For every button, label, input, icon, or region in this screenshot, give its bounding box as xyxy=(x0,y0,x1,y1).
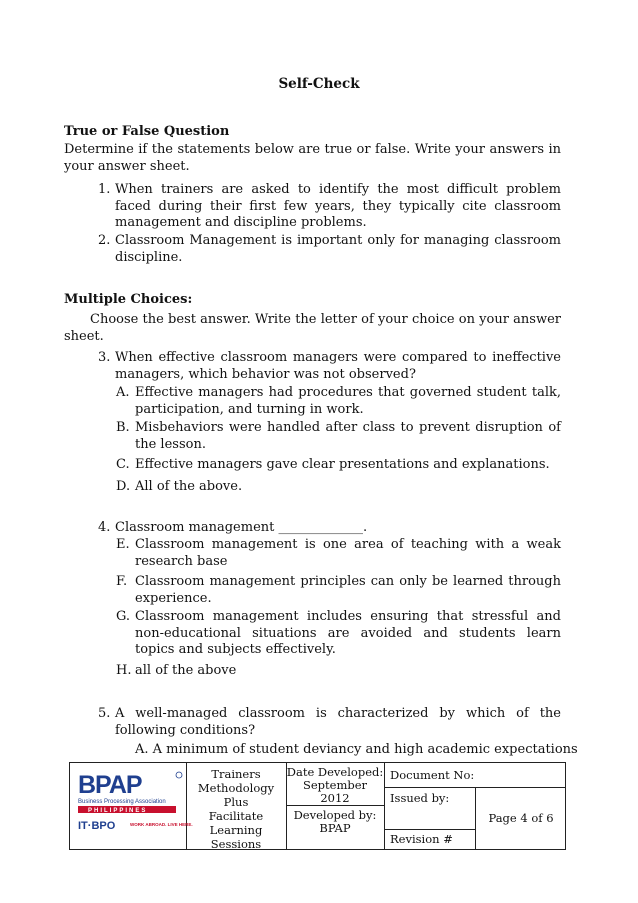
date-developed-year: 2012 xyxy=(320,791,350,805)
question-item xyxy=(98,233,561,266)
option-text: Classroom management principles can only be learned through experience. xyxy=(135,574,561,606)
page-number: Page 4 of 6 xyxy=(488,811,554,825)
question-number: 1. xyxy=(98,182,111,197)
option-text: Effective managers had procedures that governed student talk, participation, and turning in work. xyxy=(135,385,561,417)
option-letter: B. xyxy=(116,420,130,435)
logo-it-bpo: IT·BPO xyxy=(78,820,116,832)
answer-option xyxy=(116,479,561,496)
question-text: When effective classroom managers were compared to ineffective managers, which behavior was not observed? xyxy=(115,350,561,382)
section-heading-multiple-choice: Multiple Choices: xyxy=(64,292,193,307)
document-footer-table xyxy=(69,762,566,850)
section-instructions-true-false: Determine if the statements below are true or false. Write your answers in your answer sheet. xyxy=(64,142,561,174)
option-text: Effective managers gave clear presentations and explanations. xyxy=(135,457,550,472)
question-text: Classroom management _____________. xyxy=(115,520,368,535)
answer-option xyxy=(116,609,561,659)
option-letter: H. xyxy=(116,663,132,678)
developed-by xyxy=(286,809,384,835)
revision-label: Revision # xyxy=(390,832,453,846)
question-item xyxy=(98,520,561,537)
option-letter: D. xyxy=(116,479,131,494)
page-title: Self-Check xyxy=(278,76,360,92)
logo-main-text: BPAP xyxy=(78,771,142,799)
option-text: Classroom management includes ensuring that stressful and non-educational situations are avoided and students learn topics and subjects effectively. xyxy=(135,609,561,657)
option-text: All of the above. xyxy=(135,479,243,494)
issued-by-label: Issued by: xyxy=(390,791,450,805)
bpap-logo-graphic xyxy=(76,769,193,841)
option-text: Misbehaviors were handled after class to prevent disruption of the lesson. xyxy=(135,420,561,452)
question-number: 3. xyxy=(98,350,111,365)
answer-option: A. A minimum of student deviancy and high academic expectations xyxy=(135,742,578,757)
answer-option xyxy=(116,420,561,453)
option-letter: G. xyxy=(116,609,131,624)
answer-option xyxy=(116,663,561,680)
logo-subtitle: Business Processing Association xyxy=(78,799,166,805)
question-number: 4. xyxy=(98,520,111,535)
developed-by-label: Developed by: xyxy=(293,808,377,822)
option-text: all of the above xyxy=(135,663,237,678)
question-item xyxy=(98,706,561,739)
answer-option xyxy=(116,574,561,607)
question-text: When trainers are asked to identify the most difficult problem faced during their first few years, they typically cite classroom management and discipline problems. xyxy=(115,182,561,230)
answer-option xyxy=(116,457,561,474)
option-letter: E. xyxy=(116,537,130,552)
question-text: A well-managed classroom is characterized by which of the following conditions? xyxy=(115,706,561,738)
date-developed xyxy=(286,766,384,805)
answer-option xyxy=(116,537,561,570)
logo-tagline: WORK ABROAD. LIVE HERE. xyxy=(130,822,193,827)
option-letter: C. xyxy=(116,457,130,472)
date-developed-month: September xyxy=(302,778,368,792)
course-title: Trainers Methodology Plus Facilitate Learning Sessions xyxy=(197,767,275,851)
question-text: Classroom Management is important only for managing classroom discipline. xyxy=(115,233,561,265)
bpap-logo xyxy=(76,769,193,841)
developed-by-value: BPAP xyxy=(319,821,351,835)
answer-option xyxy=(116,385,561,418)
document-number-label: Document No: xyxy=(390,768,475,782)
section-instructions-multiple-choice: Choose the best answer. Write the letter of your choice on your answer sheet. xyxy=(64,312,561,344)
question-number: 5. xyxy=(98,706,111,721)
date-developed-label: Date Developed: xyxy=(286,765,384,779)
section-heading-true-false: True or False Question xyxy=(64,124,230,139)
question-item xyxy=(98,350,561,383)
option-text: Classroom management is one area of teaching with a weak research base xyxy=(135,537,561,569)
question-number: 2. xyxy=(98,233,111,248)
option-letter: F. xyxy=(116,574,128,589)
option-letter: A. xyxy=(116,385,130,400)
logo-country: PHILIPPINES xyxy=(88,808,148,814)
question-item xyxy=(98,182,561,232)
